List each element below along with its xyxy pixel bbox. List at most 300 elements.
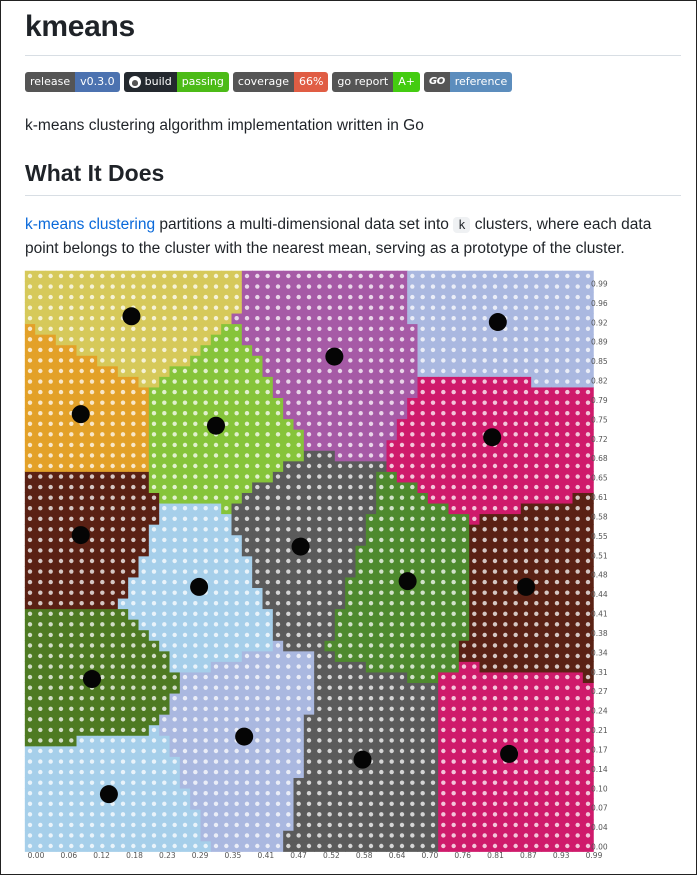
sample-point: [286, 833, 290, 837]
sample-point: [255, 443, 259, 447]
sample-point: [110, 685, 114, 689]
sample-point: [38, 749, 42, 753]
sample-point: [265, 316, 269, 320]
sample-point: [141, 844, 145, 848]
sample-point: [193, 495, 197, 499]
sample-point: [141, 443, 145, 447]
sample-point: [307, 844, 311, 848]
sample-point: [48, 685, 52, 689]
sample-point: [348, 696, 352, 700]
sample-point: [183, 295, 187, 299]
sample-point: [79, 833, 83, 837]
sample-point: [214, 538, 218, 542]
sample-point: [234, 717, 238, 721]
sample-point: [369, 601, 373, 605]
sample-point: [317, 274, 321, 278]
sample-point: [152, 464, 156, 468]
sample-point: [348, 432, 352, 436]
sample-point: [358, 802, 362, 806]
sample-point: [59, 749, 63, 753]
sample-point: [369, 802, 373, 806]
sample-point: [276, 517, 280, 521]
sample-point: [214, 274, 218, 278]
sample-point: [276, 295, 280, 299]
sample-point: [276, 759, 280, 763]
sample-point: [224, 823, 228, 827]
sample-point: [193, 749, 197, 753]
sample-point: [369, 358, 373, 362]
sample-point: [59, 643, 63, 647]
sample-point: [379, 327, 383, 331]
sample-point: [48, 316, 52, 320]
sample-point: [110, 453, 114, 457]
sample-point: [296, 379, 300, 383]
sample-point: [317, 422, 321, 426]
sample-point: [265, 802, 269, 806]
sample-point: [48, 823, 52, 827]
sample-point: [338, 284, 342, 288]
sample-point: [245, 696, 249, 700]
sample-point: [110, 717, 114, 721]
sample-point: [224, 358, 228, 362]
sample-point: [338, 770, 342, 774]
sample-point: [90, 369, 94, 373]
sample-point: [255, 559, 259, 563]
sample-point: [317, 707, 321, 711]
sample-point: [296, 527, 300, 531]
sample-point: [90, 823, 94, 827]
sample-point: [162, 728, 166, 732]
sample-point: [317, 696, 321, 700]
sample-point: [131, 833, 135, 837]
sample-point: [245, 559, 249, 563]
sample-point: [100, 358, 104, 362]
sample-point: [286, 812, 290, 816]
sample-point: [69, 295, 73, 299]
sample-point: [369, 664, 373, 668]
sample-point: [338, 612, 342, 616]
sample-point: [265, 601, 269, 605]
sample-point: [203, 675, 207, 679]
badge-build-value: passing: [177, 72, 229, 92]
sample-point: [100, 717, 104, 721]
sample-point: [369, 569, 373, 573]
sample-point: [28, 559, 32, 563]
sample-point: [276, 612, 280, 616]
sample-point: [369, 432, 373, 436]
sample-point: [69, 548, 73, 552]
sample-point: [265, 411, 269, 415]
sample-point: [141, 580, 145, 584]
sample-point: [141, 337, 145, 341]
sample-point: [265, 337, 269, 341]
sample-point: [121, 823, 125, 827]
sample-point: [224, 348, 228, 352]
sample-point: [286, 358, 290, 362]
sample-point: [234, 464, 238, 468]
sample-point: [59, 833, 63, 837]
sample-point: [317, 823, 321, 827]
sample-point: [276, 780, 280, 784]
sample-point: [48, 527, 52, 531]
sample-point: [131, 791, 135, 795]
sample-point: [183, 738, 187, 742]
sample-point: [234, 274, 238, 278]
badge-release-label: release: [25, 72, 75, 92]
sample-point: [224, 390, 228, 394]
repo-description: k-means clustering algorithm implementation written in Go: [25, 117, 424, 134]
sample-point: [38, 548, 42, 552]
sample-point: [172, 559, 176, 563]
sample-point: [348, 559, 352, 563]
sample-point: [172, 590, 176, 594]
sample-point: [276, 569, 280, 573]
sample-point: [38, 780, 42, 784]
sample-point: [265, 274, 269, 278]
sample-point: [317, 369, 321, 373]
sample-point: [338, 580, 342, 584]
sample-point: [348, 675, 352, 679]
sample-point: [214, 400, 218, 404]
sample-point: [358, 358, 362, 362]
sample-point: [38, 833, 42, 837]
sample-point: [59, 675, 63, 679]
sample-point: [100, 390, 104, 394]
sample-point: [59, 432, 63, 436]
sample-point: [234, 474, 238, 478]
sample-point: [79, 274, 83, 278]
sample-point: [28, 411, 32, 415]
sample-point: [358, 823, 362, 827]
sample-point: [224, 369, 228, 373]
sample-point: [224, 337, 228, 341]
sample-point: [183, 749, 187, 753]
sample-point: [79, 844, 83, 848]
sample-point: [69, 274, 73, 278]
sample-point: [317, 506, 321, 510]
sample-point: [193, 327, 197, 331]
sample-point: [38, 327, 42, 331]
sample-point: [183, 728, 187, 732]
sample-point: [358, 728, 362, 732]
sample-point: [265, 643, 269, 647]
sample-point: [379, 675, 383, 679]
sample-point: [379, 506, 383, 510]
sample-point: [131, 538, 135, 542]
sample-point: [265, 728, 269, 732]
sample-point: [203, 738, 207, 742]
sample-point: [214, 707, 218, 711]
sample-point: [38, 538, 42, 542]
sample-point: [100, 770, 104, 774]
sample-point: [172, 791, 176, 795]
sample-point: [369, 464, 373, 468]
sample-point: [379, 316, 383, 320]
sample-point: [48, 495, 52, 499]
sample-point: [286, 664, 290, 668]
sample-point: [183, 274, 187, 278]
sample-point: [358, 538, 362, 542]
sample-point: [214, 527, 218, 531]
sample-point: [265, 780, 269, 784]
sample-point: [110, 548, 114, 552]
sample-point: [121, 295, 125, 299]
sample-point: [327, 590, 331, 594]
sample-point: [38, 580, 42, 584]
sample-point: [28, 548, 32, 552]
sample-point: [110, 295, 114, 299]
sample-point: [245, 622, 249, 626]
sample-point: [234, 411, 238, 415]
sample-point: [224, 717, 228, 721]
sample-point: [110, 390, 114, 394]
sample-point: [172, 770, 176, 774]
sample-point: [172, 295, 176, 299]
sample-point: [172, 358, 176, 362]
sample-point: [348, 802, 352, 806]
sample-point: [48, 400, 52, 404]
sample-point: [79, 337, 83, 341]
sample-point: [162, 823, 166, 827]
sample-point: [79, 738, 83, 742]
sample-point: [338, 844, 342, 848]
sample-point: [121, 305, 125, 309]
sample-point: [141, 738, 145, 742]
sample-point: [141, 284, 145, 288]
sample-point: [152, 590, 156, 594]
sample-point: [327, 295, 331, 299]
sample-point: [358, 770, 362, 774]
sample-point: [28, 738, 32, 742]
sample-point: [48, 728, 52, 732]
sample-point: [79, 780, 83, 784]
sample-point: [276, 844, 280, 848]
sample-point: [59, 844, 63, 848]
sample-point: [59, 379, 63, 383]
sample-point: [358, 274, 362, 278]
sample-point: [183, 633, 187, 637]
sample-point: [152, 569, 156, 573]
sample-point: [172, 517, 176, 521]
sample-point: [79, 369, 83, 373]
sample-point: [69, 327, 73, 331]
sample-point: [162, 379, 166, 383]
sample-point: [296, 348, 300, 352]
sample-point: [307, 696, 311, 700]
sample-point: [131, 780, 135, 784]
sample-point: [59, 633, 63, 637]
sample-point: [152, 527, 156, 531]
sample-point: [327, 654, 331, 658]
sample-point: [162, 464, 166, 468]
sample-point: [369, 443, 373, 447]
sample-point: [307, 664, 311, 668]
sample-point: [265, 633, 269, 637]
sample-point: [358, 485, 362, 489]
sample-point: [59, 422, 63, 426]
sample-point: [317, 485, 321, 489]
sample-point: [193, 305, 197, 309]
sample-point: [224, 400, 228, 404]
sample-point: [38, 369, 42, 373]
sample-point: [286, 759, 290, 763]
sample-point: [265, 759, 269, 763]
sample-point: [245, 580, 249, 584]
sample-point: [90, 327, 94, 331]
sample-point: [203, 453, 207, 457]
sample-point: [224, 559, 228, 563]
sample-point: [296, 559, 300, 563]
sample-point: [79, 348, 83, 352]
sample-point: [255, 295, 259, 299]
sample-point: [307, 675, 311, 679]
sample-point: [69, 802, 73, 806]
sample-point: [28, 474, 32, 478]
sample-point: [276, 580, 280, 584]
sample-point: [172, 823, 176, 827]
sample-point: [379, 464, 383, 468]
sample-point: [100, 823, 104, 827]
sample-point: [234, 675, 238, 679]
sample-point: [224, 622, 228, 626]
sample-point: [379, 633, 383, 637]
sample-point: [296, 802, 300, 806]
sample-point: [286, 717, 290, 721]
sample-point: [28, 327, 32, 331]
sample-point: [338, 485, 342, 489]
sample-point: [379, 411, 383, 415]
sample-point: [296, 464, 300, 468]
sample-point: [131, 464, 135, 468]
sample-point: [162, 780, 166, 784]
sample-point: [348, 453, 352, 457]
sample-point: [224, 495, 228, 499]
sample-point: [379, 443, 383, 447]
sample-point: [48, 612, 52, 616]
sample-point: [338, 464, 342, 468]
sample-point: [389, 780, 393, 784]
sample-point: [28, 337, 32, 341]
sample-point: [183, 643, 187, 647]
sample-point: [141, 495, 145, 499]
sample-point: [183, 707, 187, 711]
sample-point: [38, 812, 42, 816]
sample-point: [193, 802, 197, 806]
sample-point: [265, 717, 269, 721]
sample-point: [255, 780, 259, 784]
sample-point: [28, 812, 32, 816]
sample-point: [317, 411, 321, 415]
sample-point: [152, 717, 156, 721]
sample-point: [286, 422, 290, 426]
sample-point: [203, 696, 207, 700]
sample-point: [317, 770, 321, 774]
sample-point: [358, 527, 362, 531]
sample-point: [286, 400, 290, 404]
sample-point: [358, 633, 362, 637]
sample-point: [234, 707, 238, 711]
sample-point: [69, 780, 73, 784]
sample-point: [172, 527, 176, 531]
sample-point: [358, 569, 362, 573]
sample-point: [245, 780, 249, 784]
sample-point: [193, 759, 197, 763]
sample-point: [28, 369, 32, 373]
sample-point: [162, 274, 166, 278]
sample-point: [338, 590, 342, 594]
sample-point: [183, 601, 187, 605]
sample-point: [234, 443, 238, 447]
sample-point: [38, 612, 42, 616]
sample-point: [317, 728, 321, 732]
sample-point: [348, 823, 352, 827]
sample-point: [152, 411, 156, 415]
sample-point: [193, 844, 197, 848]
sample-point: [28, 295, 32, 299]
sample-point: [338, 548, 342, 552]
sample-point: [141, 559, 145, 563]
sample-point: [369, 728, 373, 732]
sample-point: [48, 738, 52, 742]
sample-point: [307, 833, 311, 837]
sample-point: [317, 590, 321, 594]
sample-point: [131, 738, 135, 742]
sample-point: [348, 749, 352, 753]
sample-point: [131, 759, 135, 763]
sample-point: [28, 400, 32, 404]
sample-point: [358, 643, 362, 647]
sample-point: [162, 527, 166, 531]
sample-point: [59, 559, 63, 563]
sample-point: [255, 622, 259, 626]
sample-point: [48, 379, 52, 383]
sample-point: [48, 707, 52, 711]
sample-point: [307, 305, 311, 309]
sample-point: [100, 707, 104, 711]
sample-point: [69, 770, 73, 774]
sample-point: [369, 643, 373, 647]
sample-point: [121, 759, 125, 763]
sample-point: [203, 707, 207, 711]
sample-point: [255, 664, 259, 668]
sample-point: [131, 823, 135, 827]
sample-point: [255, 390, 259, 394]
sample-point: [369, 474, 373, 478]
sample-point: [379, 791, 383, 795]
sample-point: [121, 802, 125, 806]
sample-point: [245, 464, 249, 468]
sample-point: [193, 284, 197, 288]
sample-point: [38, 823, 42, 827]
sample-point: [389, 717, 393, 721]
sample-point: [245, 759, 249, 763]
sample-point: [317, 305, 321, 309]
sample-point: [141, 274, 145, 278]
sample-point: [100, 443, 104, 447]
sample-point: [286, 738, 290, 742]
sample-point: [162, 696, 166, 700]
sample-point: [162, 601, 166, 605]
sample-point: [255, 569, 259, 573]
sample-point: [265, 791, 269, 795]
kmeans-wiki-link[interactable]: k-means clustering: [25, 216, 156, 233]
sample-point: [90, 590, 94, 594]
sample-point: [276, 812, 280, 816]
sample-point: [79, 495, 83, 499]
sample-point: [172, 612, 176, 616]
sample-point: [327, 400, 331, 404]
sample-point: [141, 390, 145, 394]
